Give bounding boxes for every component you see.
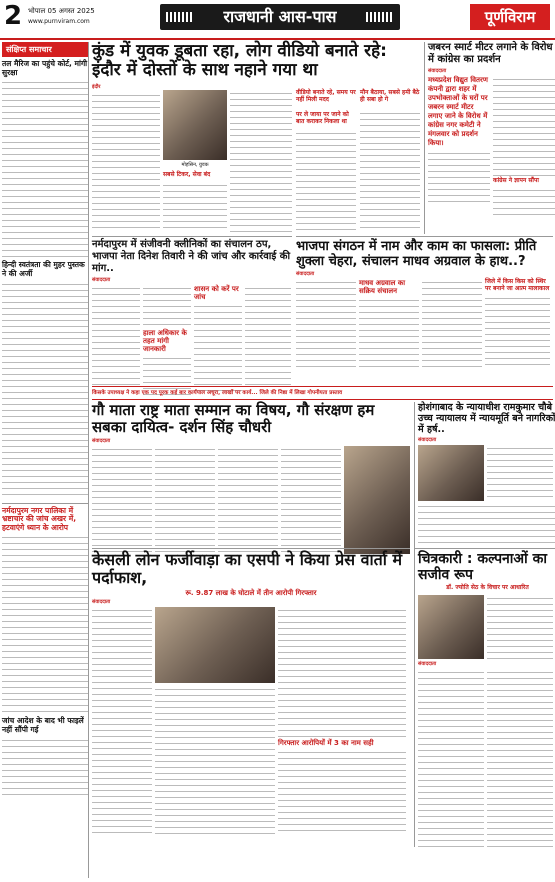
hosh-body2	[418, 503, 555, 553]
kesli-body2	[155, 686, 275, 836]
news-banner: किसके उपाध्यक्ष ने कहा एक पद पूरक कई बार कार्यपाल अधूरा, लाखों पर कार्य... जिले की निष्ठा में लिखा गोपनीयता प्रस्ताव	[92, 386, 553, 400]
chitra-body3	[487, 669, 553, 847]
cow-photo	[344, 446, 410, 554]
lead-body-col2	[163, 182, 227, 232]
date-line: भोपाल 05 अगस्त 2025	[28, 7, 95, 15]
kesli-headline: केसली लोन फर्जीवाड़ा का एसपी ने किया प्रेस वार्ता में पर्दाफाश,	[92, 550, 403, 587]
left-item3-body	[2, 534, 88, 714]
right-top-lead: मध्यप्रदेश विद्युत वितरण कंपनी द्वारा शहर में उपभोक्ताओं के घरों पर जबरन स्मार्ट मीटर लगाए जाने के विरोध में कांग्रेस नगर कमेटी ने मंगलवार को प्रदर्शन किया।	[428, 76, 488, 147]
left-section-head: संक्षिप्त समाचार	[2, 42, 88, 57]
second-body1	[92, 285, 140, 385]
kesli-photo	[155, 607, 275, 683]
lead-body-col1	[92, 92, 160, 232]
bjp-story	[296, 236, 553, 369]
second-body5	[245, 285, 291, 385]
bjp-sub2: जिले में किस किस को स्थिर पर बनाने जा आत्म मालाकाल	[485, 278, 550, 292]
cow-dateline: संवाददाता	[92, 438, 111, 444]
lead-sub3: पर ले जाया पर जाने को बात कराकर निकला था	[296, 111, 349, 125]
kesli-body4	[278, 749, 406, 835]
left-item1-title: तल मैरिज का पहुंचे कोर्ट, मांगी सुरक्षा	[2, 59, 88, 77]
right-top-body3	[493, 187, 555, 217]
lead-sub1: सबसे टिकर, सेवा बंद	[163, 171, 211, 178]
hosh-photo	[418, 445, 484, 501]
cow-headline: गौ माता राष्ट्र माता सम्मान का विषय, गौ संरक्षण हम सबका दायित्व- दर्शन सिंह चौधरी	[92, 401, 375, 436]
hosh-body1	[487, 445, 553, 501]
second-sub2: शासन को करें पर जांच	[194, 285, 239, 302]
masthead	[0, 0, 555, 40]
second-headline: नर्मदापुरम में संजीवनी क्लीनिकों का संचालन ठप, भाजपा नेता दिनेश तिवारी ने की जांच और कार्रवाई की मांग..	[92, 239, 291, 274]
lead-sub4: मौन बैठाया, सबसे हमी बैठे ही सबा हो गे	[360, 89, 420, 103]
lead-sub2: वीडियो बनाते रहे, समय पर नहीं मिली मदद	[296, 89, 356, 103]
left-item2-body	[2, 281, 88, 499]
kesli-sub1: गिरफ्तार आरोपियों में 3 का नाम सही	[278, 739, 374, 748]
chitra-photo	[418, 595, 484, 659]
bjp-headline: भाजपा संगठन में नाम और काम का फासला: प्रीति शुक्ला चेहरा, संचालन माधव अग्रवाल के हाथ..?	[296, 239, 537, 269]
hosh-headline: होशंगाबाद के न्यायाधीश रामकुमार चौबे उच्च न्यायालय में न्यायमूर्ति बने नागरिकों में हर्ष..	[418, 402, 555, 435]
cow-body1	[92, 446, 152, 554]
second-sub1: हाला अधिकार के तहत मांगी जानकारी	[143, 329, 187, 354]
second-body4	[194, 303, 242, 391]
chitra-headline: चित्रकारी : कल्पनाओं का सजीव रूप	[418, 551, 547, 583]
lead-photo-caption: मोहसिन, युवक	[181, 162, 209, 168]
kesli-dateline: संवाददाता	[92, 599, 111, 606]
right-top-dateline: संवाददाता	[428, 68, 447, 74]
cow-body2	[155, 446, 215, 554]
bjp-body4	[485, 295, 550, 369]
bjp-dateline: संवाददाता	[296, 271, 315, 277]
chitra-dateline: संवाददाता	[418, 660, 437, 667]
left-column	[2, 42, 89, 878]
right-top-body2	[493, 76, 555, 176]
kesli-subhead: रू. 9.87 लाख के घोटाले में तीन आरोपी गिरफ्तार	[185, 589, 317, 597]
brand-logo: पूर्णविराम	[470, 4, 550, 30]
second-story	[92, 236, 292, 395]
second-body2	[143, 285, 191, 327]
right-top-sub1: कांग्रेस ने ज्ञापन सौंपा	[493, 177, 539, 184]
lead-headline: कुंड में युवक डूबता रहा, लोग वीडियो बनाते रहे: इंदौर में दोस्तों के साथ नहाने गया था	[92, 41, 387, 80]
second-dateline: संवाददाता	[92, 277, 111, 283]
lead-body-col4	[296, 130, 356, 232]
left-item1-body	[2, 79, 88, 257]
left-item3-title: नर्मदापुरम नगर पालिका में भ्रष्टाचार की जांच अखर में, हटवाएंगे ध्यान के आरोप	[2, 505, 77, 532]
lead-body-col5	[360, 110, 420, 232]
cow-story	[92, 402, 410, 554]
lead-dateline: इंदौर	[92, 84, 101, 90]
cow-body3	[218, 446, 278, 554]
lead-photo	[163, 90, 227, 160]
bjp-sub1: माधव अग्रवाल का सक्रिय संचालन	[359, 279, 406, 296]
kesli-body3	[278, 607, 406, 737]
right-top-story	[424, 42, 555, 234]
left-item2-title: हिन्दी स्वतंत्रता की मुहर पुस्तक ने की अर्जी	[2, 260, 85, 278]
hosh-dateline: संवाददाता	[418, 437, 437, 443]
hosh-story	[414, 402, 555, 553]
section-title: राजधानी आस-पास	[160, 4, 400, 30]
lead-body-col3	[230, 90, 292, 232]
site-url[interactable]: www.purnviram.com	[28, 18, 90, 25]
chitra-body2	[418, 669, 484, 847]
cow-body4	[281, 446, 341, 554]
page-number: 2	[4, 1, 23, 31]
chitra-body1	[487, 595, 553, 659]
bjp-body1	[296, 279, 356, 367]
right-top-headline: जबरन स्मार्ट मीटर लगाने के विरोध में कांग्रेस का प्रदर्शन	[428, 42, 553, 65]
left-item4-title: जांच आदेश के बाद भी फाइलें नहीं सौंपी गई	[2, 716, 84, 734]
right-top-body1	[428, 150, 490, 204]
chitra-byline: डॉ. ज्योति सेठ के विचार पर आधारित	[446, 584, 529, 591]
kesli-story	[92, 548, 410, 837]
left-item4-body	[2, 737, 88, 797]
bjp-body3	[422, 279, 482, 367]
kesli-body1	[92, 607, 152, 837]
bjp-body2	[359, 297, 419, 367]
chitra-story	[414, 548, 555, 847]
